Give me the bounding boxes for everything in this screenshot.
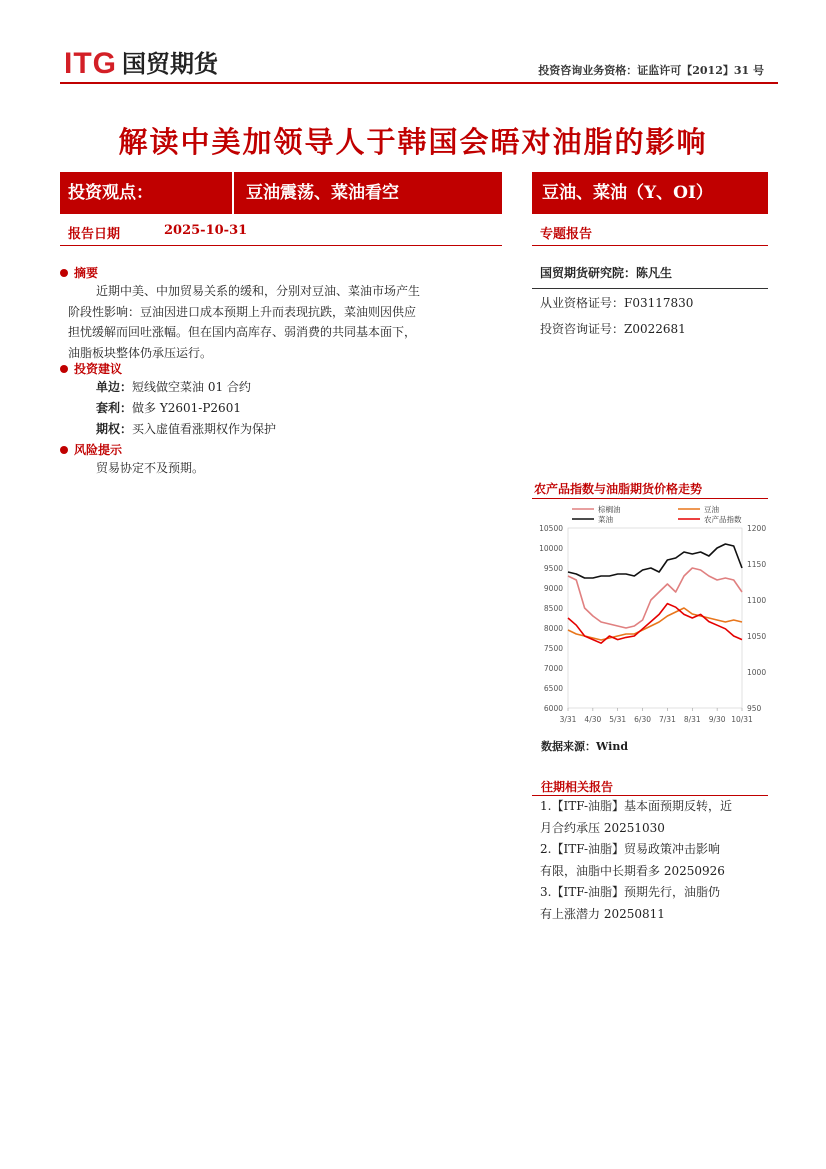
advice-item [96, 399, 241, 416]
chart-title: 农产品指数与油脂期货价格走势 [534, 482, 703, 496]
y-right-tick-label: 950 [747, 704, 762, 713]
y-left-tick-label: 9000 [543, 584, 563, 593]
report-date-label: 报告日期 [68, 227, 121, 242]
y-right-tick-label: 1200 [747, 524, 767, 533]
risk-text: 贸易协定不及预期。 [96, 461, 205, 475]
report-title: 解读中美加领导人于韩国会晤对油脂的影响 [118, 125, 708, 159]
advice-item [96, 378, 251, 395]
report-date-value: 2025-10-31 [164, 223, 248, 238]
summary-line: 阶段性影响：豆油因进口成本预期上升而表现抗跌，菜油则因供应 [68, 304, 417, 319]
x-tick-label: 5/31 [609, 715, 627, 724]
bullet-icon [60, 365, 68, 373]
legend-label: 豆油 [704, 505, 719, 514]
data-source: 数据来源：Wind [541, 740, 629, 753]
summary-line: 油脂板块整体仍承压运行。 [68, 345, 213, 360]
legend-label: 菜油 [598, 515, 613, 524]
y-right-tick-label: 1000 [747, 668, 767, 677]
advice-item-label: 单边： [96, 380, 133, 394]
advice-item-label: 期权： [96, 422, 133, 436]
y-left-tick-label: 10000 [539, 544, 563, 553]
y-right-tick-label: 1050 [747, 632, 767, 641]
summary-heading [60, 264, 98, 281]
risk-heading [60, 441, 122, 458]
logo-company-name: 国贸期货 [122, 50, 218, 78]
summary-line: 担忧缓解而回吐涨幅。但在国内高库存、弱消费的共同基本面下， [68, 325, 417, 339]
y-left-tick-label: 8000 [543, 624, 563, 633]
y-right-tick-label: 1100 [747, 596, 767, 605]
past-report-item[interactable] [540, 839, 768, 882]
view-label: 投资观点： [68, 183, 153, 203]
summary-line: 近期中美、中加贸易关系的缓和，分别对豆油、菜油市场产生 [96, 284, 421, 298]
x-tick-label: 6/30 [634, 715, 651, 724]
product-bar: 豆油、菜油（Y、OI） [532, 172, 768, 214]
y-left-tick-label: 6500 [543, 684, 563, 693]
summary-body [68, 281, 508, 363]
y-left-tick-label: 8500 [543, 604, 563, 613]
x-tick-label: 7/31 [659, 715, 676, 724]
advice-item-label: 套利： [96, 401, 133, 415]
price-chart [532, 500, 768, 728]
chart-title-divider [532, 498, 768, 499]
report-type-row [532, 219, 768, 246]
view-bar [60, 172, 502, 214]
legend-label: 农产品指数 [704, 515, 742, 524]
institute-row [532, 262, 768, 289]
x-tick-label: 3/31 [559, 715, 577, 724]
bullet-icon [60, 446, 68, 454]
past-report-item[interactable] [540, 882, 768, 925]
past-report-line: 有上涨潜力 20250811 [540, 906, 665, 921]
past-report-line: 3.【ITF-油脂】预期先行，油脂仍 [540, 885, 721, 899]
past-report-line: 月合约承压 20251030 [540, 820, 665, 835]
x-tick-label: 10/31 [731, 715, 753, 724]
summary-title: 摘要 [74, 266, 99, 280]
y-left-tick-label: 9500 [543, 564, 563, 573]
advice-item-value: 买入虚值看涨期权作为保护 [132, 422, 277, 436]
institute-analyst: 国贸期货研究院：陈凡生 [540, 266, 673, 280]
logo-itg: ITG [64, 47, 117, 80]
x-tick-label: 9/30 [708, 715, 726, 724]
series-line-菜油 [568, 544, 742, 578]
y-left-tick-label: 10500 [539, 524, 563, 533]
license-text: 投资咨询业务资格：证监许可【2012】31 号 [538, 64, 764, 77]
y-left-tick-label: 7500 [543, 644, 563, 653]
advice-heading [60, 360, 122, 377]
header-divider [60, 82, 778, 84]
advice-title: 投资建议 [74, 362, 123, 376]
advice-item [96, 420, 276, 437]
view-bar-separator [232, 172, 234, 214]
practice-cert: 从业资格证号：F03117830 [540, 296, 694, 310]
bullet-icon [60, 269, 68, 277]
past-report-item[interactable] [540, 796, 768, 839]
legend-label: 棕榈油 [598, 505, 621, 514]
x-tick-label: 4/30 [584, 715, 602, 724]
risk-title: 风险提示 [74, 443, 123, 457]
past-report-line: 2.【ITF-油脂】贸易政策冲击影响 [540, 842, 721, 856]
past-reports-title: 往期相关报告 [541, 780, 614, 794]
advice-item-value: 短线做空菜油 01 合约 [132, 380, 251, 394]
advice-item-value: 做多 Y2601-P2601 [132, 401, 241, 415]
report-date-row [60, 219, 502, 246]
advisory-cert: 投资咨询证号：Z0022681 [540, 322, 686, 336]
y-left-tick-label: 6000 [543, 704, 563, 713]
past-report-line: 有限，油脂中长期看多 20250926 [540, 863, 725, 878]
x-tick-label: 8/31 [683, 715, 701, 724]
past-report-line: 1.【ITF-油脂】基本面预期反转，近 [540, 799, 733, 813]
view-value: 豆油震荡、菜油看空 [246, 183, 399, 203]
y-right-tick-label: 1150 [747, 560, 767, 569]
y-left-tick-label: 7000 [543, 664, 563, 673]
report-type: 专题报告 [540, 227, 593, 242]
